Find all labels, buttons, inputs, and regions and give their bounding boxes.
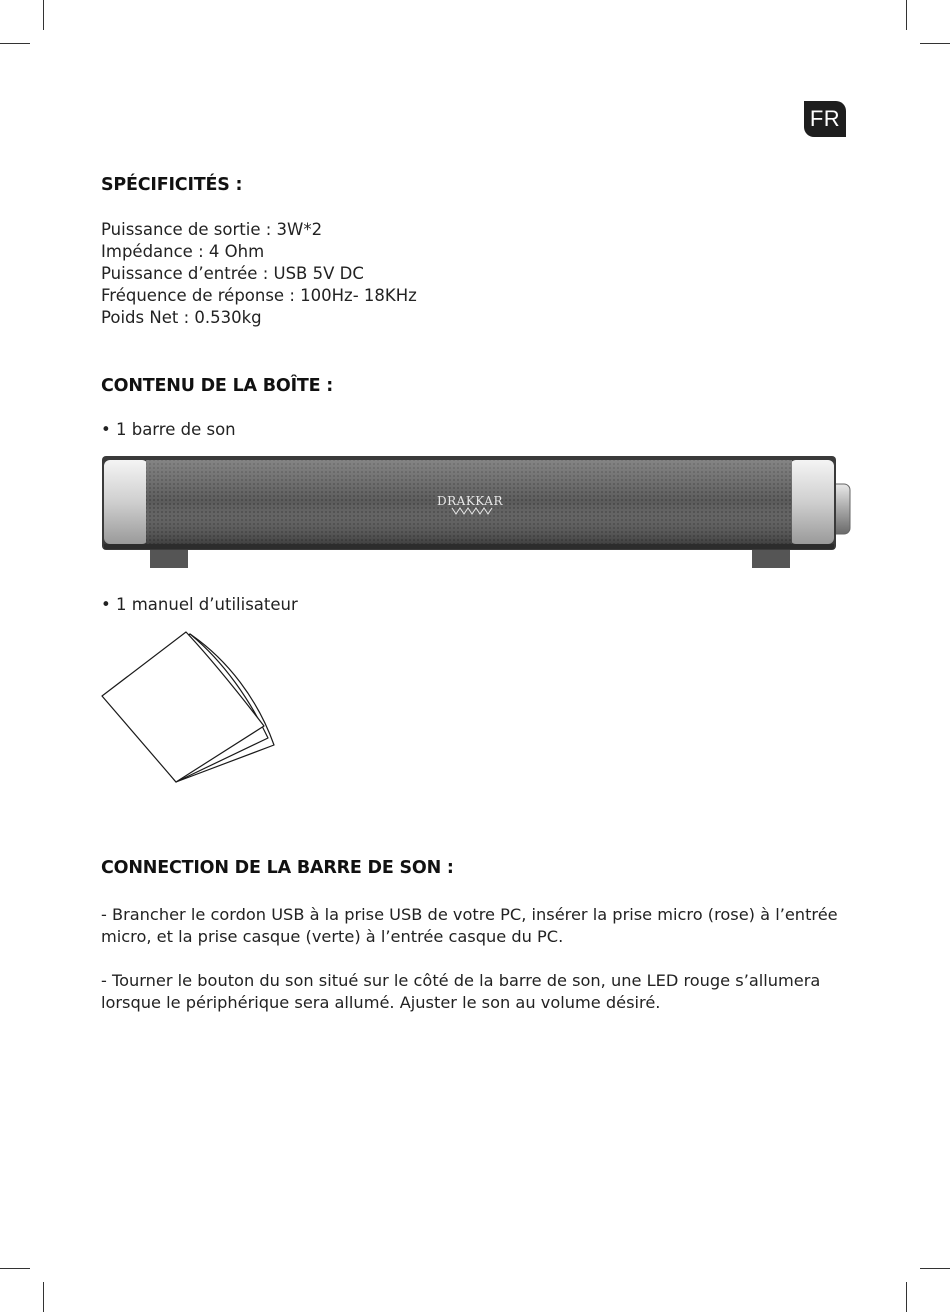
crop-mark-bottom-right-v — [906, 1282, 907, 1312]
spec-input-power: Puissance d’entrée : USB 5V DC — [101, 264, 364, 283]
spec-impedance: Impédance : 4 Ohm — [101, 242, 265, 261]
specs-list — [101, 219, 417, 329]
specs-heading: SPÉCIFICITÉS : — [101, 175, 243, 195]
soundbar-end-cap-right — [790, 460, 834, 544]
crop-mark-bottom-left-h — [0, 1268, 30, 1269]
crop-mark-bottom-left-v — [43, 1282, 44, 1312]
manual-image — [98, 630, 283, 785]
connection-heading: CONNECTION DE LA BARRE DE SON : — [101, 858, 454, 878]
soundbar-end-cap-left — [104, 460, 148, 544]
language-badge: FR — [804, 101, 846, 137]
soundbar-image — [100, 454, 855, 572]
connection-paragraph-2: - Tourner le bouton du son situé sur le côté de la barre de son, une LED rouge s’allumera lorsque le périphérique sera allumé. Ajuster le son au volume désiré. — [101, 971, 821, 1012]
crop-mark-top-left-h — [0, 43, 30, 44]
connection-paragraph-1: - Brancher le cordon USB à la prise USB de votre PC, insérer la prise micro (rose) à l’entrée micro, et la prise casque (verte) à l’entrée casque du PC. — [101, 905, 838, 946]
spec-output-power: Puissance de sortie : 3W*2 — [101, 220, 323, 239]
crop-mark-top-right-v — [906, 0, 907, 30]
spec-net-weight: Poids Net : 0.530kg — [101, 308, 262, 327]
box-item-soundbar: • 1 barre de son — [101, 420, 236, 439]
crop-mark-bottom-right-h — [920, 1268, 950, 1269]
box-contents-heading: CONTENU DE LA BOÎTE : — [101, 376, 334, 396]
box-item-manual: • 1 manuel d’utilisateur — [101, 595, 298, 614]
crop-mark-top-right-h — [920, 43, 950, 44]
spec-frequency-response: Fréquence de réponse : 100Hz- 18KHz — [101, 286, 417, 305]
brand-logo: DRAKKAR — [437, 494, 503, 508]
crop-mark-top-left-v — [43, 0, 44, 30]
